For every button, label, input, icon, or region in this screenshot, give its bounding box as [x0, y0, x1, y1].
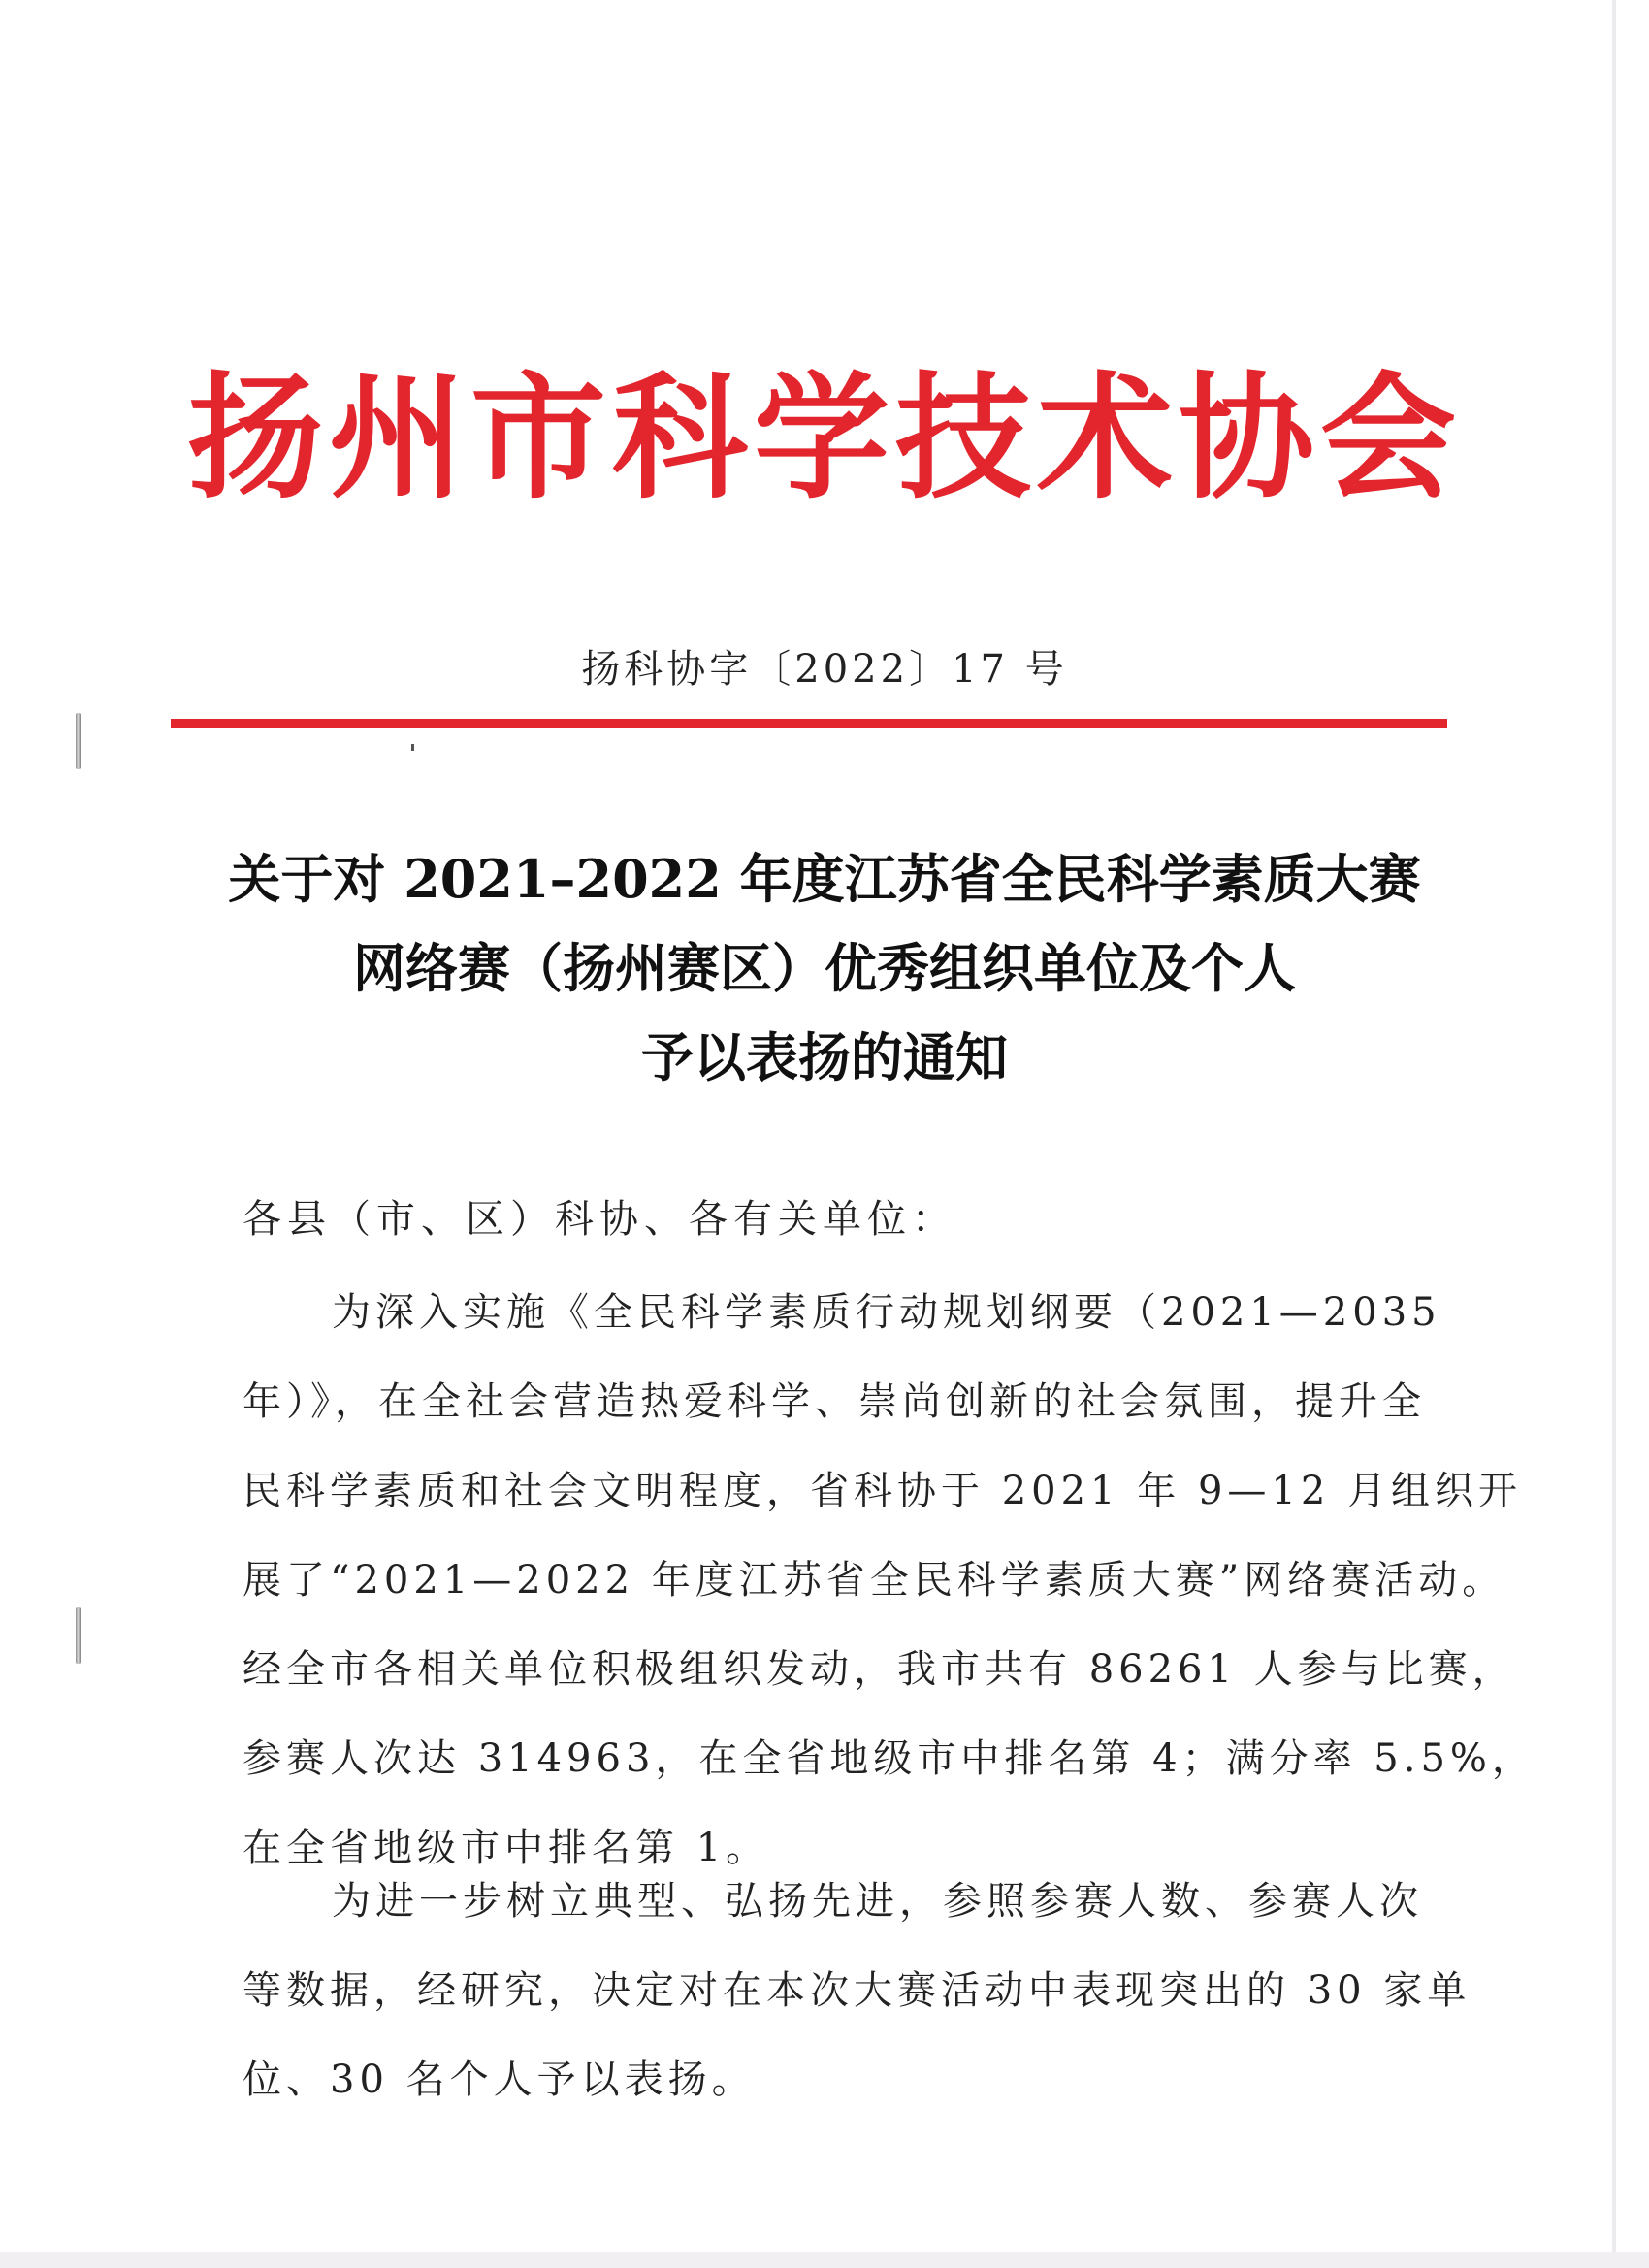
paragraph-line: 为进一步树立典型、弘扬先进，参照参赛人数、参赛人次	[332, 1879, 1423, 1924]
issuing-organization: 扬州市科学技术协会	[186, 360, 1462, 518]
document-number: 扬科协字〔2022〕17 号	[581, 647, 1068, 692]
paragraph-line: 参赛人次达 314963，在全省地级市中排名第 4；满分率 5.5%，	[242, 1736, 1536, 1781]
page-edge	[1612, 0, 1616, 2268]
paragraph-line: 民科学素质和社会文明程度，省科协于 2021 年 9—12 月组织开	[242, 1469, 1523, 1513]
paragraph-1	[242, 1268, 1536, 1893]
paragraph-line: 经全市各相关单位积极组织发动，我市共有 86261 人参与比赛，	[242, 1647, 1516, 1692]
paragraph-line: 在全省地级市中排名第 1。	[242, 1826, 770, 1870]
staple-mark-top	[76, 713, 81, 769]
salutation: 各县（市、区）科协、各有关单位：	[242, 1197, 956, 1242]
paragraph-2	[242, 1857, 1471, 2124]
title-line-3: 予以表扬的通知	[641, 1026, 1008, 1088]
paragraph-line: 年）》，在全社会营造热爱科学、崇尚创新的社会氛围，提升全	[242, 1379, 1426, 1424]
title-line-2: 网络赛（扬州赛区）优秀组织单位及个人	[353, 937, 1296, 999]
scan-speck	[411, 744, 414, 751]
paragraph-line: 位、30 名个人予以表扬。	[242, 2057, 756, 2102]
red-divider	[171, 719, 1447, 728]
staple-mark-bottom	[76, 1607, 81, 1664]
paragraph-line: 展了“2021—2022 年度江苏省全民科学素质大赛”网络赛活动。	[242, 1558, 1506, 1603]
notice-title	[194, 834, 1455, 1102]
paragraph-line: 等数据，经研究，决定对在本次大赛活动中表现突出的 30 家单	[242, 1968, 1471, 2013]
paragraph-line: 为深入实施《全民科学素质行动规划纲要（2021—2035	[332, 1290, 1441, 1335]
title-line-1: 关于对 2021–2022 年度江苏省全民科学素质大赛	[228, 848, 1421, 910]
page-edge-bottom	[0, 2252, 1649, 2268]
